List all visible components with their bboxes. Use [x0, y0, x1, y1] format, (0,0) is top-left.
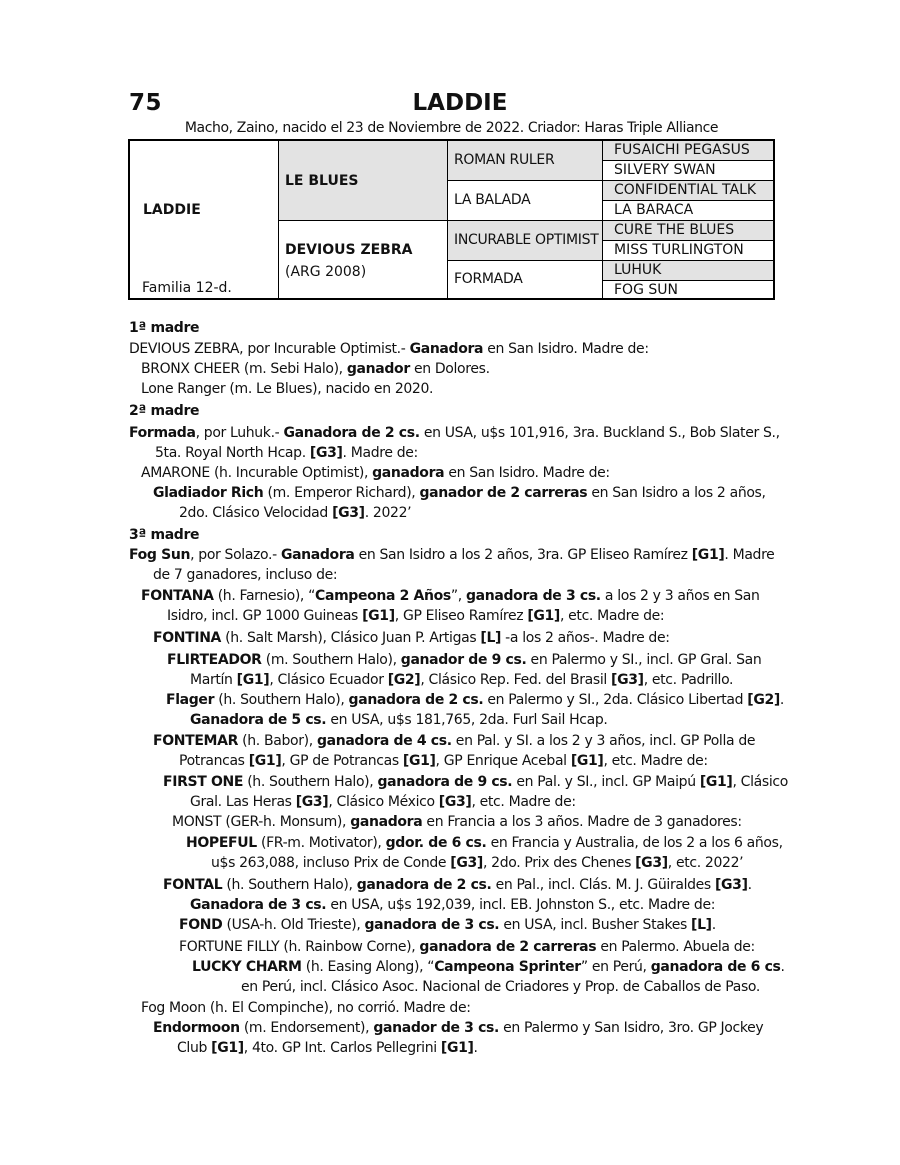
text-run: Lone Ranger (m. Le Blues), nacido en 2020. — [141, 381, 434, 397]
text-run: MONST (GER-h. Monsum), — [172, 814, 351, 830]
text-line — [141, 380, 433, 398]
text-run: FONTAL — [163, 877, 223, 893]
pedigree-ancestor: SILVERY SWAN — [614, 162, 716, 178]
text-run: a los 2 y 3 años en San — [600, 588, 760, 604]
text-line — [163, 773, 788, 791]
text-line — [179, 938, 755, 956]
text-run: ganadora — [372, 465, 445, 481]
text-line — [153, 732, 755, 750]
text-run: -a los 2 años-. Madre de: — [501, 630, 670, 646]
text-run: . — [780, 959, 785, 975]
text-run: LUCKY CHARM — [192, 959, 302, 975]
text-run: [G1] — [236, 672, 270, 688]
text-run: , por Solazo.- — [190, 547, 281, 563]
text-line — [166, 691, 784, 709]
text-run: en San Isidro a los 2 años, 3ra. GP Eliseo Ramírez — [354, 547, 692, 563]
text-line — [129, 526, 199, 544]
text-run: [G1] — [211, 1040, 244, 1056]
text-run: Flager — [166, 692, 215, 708]
text-line — [179, 752, 708, 770]
pedigree-sire-cell — [279, 141, 448, 221]
text-line — [177, 1039, 478, 1057]
text-run: FOND — [179, 917, 223, 933]
pedigree-ancestor-cell — [603, 261, 773, 281]
text-line — [172, 813, 742, 831]
text-run: en Palermo. Abuela de: — [596, 939, 755, 955]
text-run: ganador de 2 carreras — [419, 485, 588, 501]
text-run: [G3] — [714, 877, 748, 893]
pedigree-ancestor: FUSAICHI PEGASUS — [614, 142, 750, 158]
pedigree-ancestor-cell — [603, 221, 773, 241]
text-run: ” en Perú, — [580, 959, 651, 975]
text-run: [G2] — [747, 692, 780, 708]
text-run: ganadora de 3 cs. — [364, 917, 500, 933]
text-run: ganadora de 2 carreras — [419, 939, 597, 955]
text-run: . Madre — [724, 547, 775, 563]
text-line — [190, 793, 576, 811]
text-run: FLIRTEADOR — [167, 652, 262, 668]
text-run: . — [711, 917, 716, 933]
text-run: en Perú, incl. Clásico Asoc. Nacional de Criadores y Prop. de Caballos de Paso. — [241, 979, 761, 995]
text-run: (h. Easing Along), “ — [301, 959, 435, 975]
text-run: [G1] — [570, 753, 604, 769]
text-line — [129, 340, 649, 358]
text-run: [G1] — [248, 753, 282, 769]
text-line — [141, 999, 471, 1017]
text-run: [G3] — [332, 505, 365, 521]
text-line — [190, 711, 607, 729]
text-run: FORTUNE FILLY (h. Rainbow Corne), — [179, 939, 420, 955]
text-run: (USA-h. Old Trieste), — [222, 917, 365, 933]
text-run: (h. Southern Halo), — [222, 877, 357, 893]
text-run: gdor. de 6 cs. — [385, 835, 487, 851]
text-run: , Clásico Rep. Fed. del Brasil — [420, 672, 612, 688]
text-run: , GP Eliseo Ramírez — [394, 608, 528, 624]
text-run: ganador — [346, 361, 410, 377]
text-run: (h. Salt Marsh), Clásico Juan P. Artigas — [221, 630, 481, 646]
text-run: , etc. Madre de: — [603, 753, 708, 769]
text-run: ganadora — [350, 814, 423, 830]
text-run: [G3] — [635, 855, 668, 871]
text-line — [155, 444, 418, 462]
text-run: , etc. Padrillo. — [643, 672, 734, 688]
text-run: Fog Sun — [129, 547, 191, 563]
text-run: , 4to. GP Int. Carlos Pellegrini — [243, 1040, 441, 1056]
text-run: 1ª madre — [129, 320, 200, 336]
pedigree-grandparent-cell — [448, 181, 603, 221]
text-run: ganadora de 2 cs. — [348, 692, 484, 708]
text-run: en Pal. y SI., incl. GP Maipú — [512, 774, 700, 790]
text-run: ganadora de 3 cs. — [466, 588, 601, 604]
text-line — [141, 587, 760, 605]
text-run: [G1] — [402, 753, 436, 769]
text-run: [G1] — [699, 774, 733, 790]
text-run: 2do. Clásico Velocidad — [179, 505, 333, 521]
text-run: (h. Babor), — [238, 733, 317, 749]
text-run: ganadora de 2 cs. — [356, 877, 492, 893]
text-run: [L] — [480, 630, 502, 646]
text-run: (h. Southern Halo), — [243, 774, 378, 790]
text-run: , GP de Potrancas — [281, 753, 403, 769]
text-line — [190, 896, 715, 914]
text-run: en Pal. y SI. a los 2 y 3 años, incl. GP Polla de — [451, 733, 756, 749]
pedigree-grandparent: INCURABLE OPTIMIST — [454, 232, 599, 248]
text-run: ganador de 9 cs. — [400, 652, 527, 668]
text-run: Formada — [129, 425, 196, 441]
text-line — [163, 876, 752, 894]
text-run: DEVIOUS ZEBRA, por Incurable Optimist.- — [129, 341, 410, 357]
text-run: Martín — [190, 672, 237, 688]
text-run: ganadora de 4 cs. — [316, 733, 452, 749]
text-line — [153, 484, 766, 502]
pedigree-family: Familia 12-d. — [142, 280, 232, 296]
text-run: ganador de 3 cs. — [373, 1020, 500, 1036]
text-run: ganadora de 6 cs — [650, 959, 781, 975]
text-run: (m. Endorsement), — [239, 1020, 374, 1036]
text-run: , por Luhuk.- — [195, 425, 284, 441]
text-line — [129, 424, 780, 442]
text-run: [G1] — [440, 1040, 474, 1056]
text-run: , GP Enrique Acebal — [435, 753, 571, 769]
text-run: Campeona 2 Años — [315, 588, 451, 604]
pedigree-dam-year: (ARG 2008) — [285, 264, 367, 280]
pedigree-ancestor: CURE THE BLUES — [614, 222, 735, 238]
text-line — [153, 1019, 763, 1037]
text-line — [179, 504, 411, 522]
text-line — [211, 854, 743, 872]
pedigree-grandparent-cell — [448, 261, 603, 298]
text-line — [167, 651, 761, 669]
text-run: Isidro, incl. GP 1000 Guineas — [167, 608, 363, 624]
text-run: ”, — [450, 588, 467, 604]
pedigree-ancestor-cell — [603, 141, 773, 161]
text-run: en Dolores. — [409, 361, 490, 377]
pedigree-horse-cell — [130, 141, 279, 298]
text-run: [G1] — [691, 547, 725, 563]
text-run: Club — [177, 1040, 212, 1056]
text-run: u$s 263,088, incluso Prix de Conde — [211, 855, 451, 871]
text-run: , 2do. Prix des Chenes — [482, 855, 636, 871]
text-run: en Francia a los 3 años. Madre de 3 ganadores: — [422, 814, 742, 830]
text-run: [G3] — [438, 794, 472, 810]
text-run: Potrancas — [179, 753, 249, 769]
pedigree-ancestor-cell — [603, 181, 773, 201]
text-run: , Clásico — [732, 774, 788, 790]
text-line — [153, 629, 670, 647]
text-run: Ganadora — [280, 547, 355, 563]
pedigree-dam: DEVIOUS ZEBRA — [285, 242, 413, 258]
text-line — [129, 319, 199, 337]
text-line — [167, 607, 664, 625]
pedigree-grandparent: FORMADA — [454, 271, 523, 287]
pedigree-ancestor-cell — [603, 241, 773, 261]
text-run: 3ª madre — [129, 527, 200, 543]
pedigree-table — [128, 139, 775, 300]
text-line — [190, 671, 733, 689]
text-line — [153, 566, 337, 584]
text-run: en Palermo y SI., 2da. Clásico Libertad — [483, 692, 748, 708]
text-run: (h. Farnesio), “ — [213, 588, 316, 604]
pedigree-ancestor-cell — [603, 161, 773, 181]
pedigree-ancestor: FOG SUN — [614, 282, 678, 298]
text-line — [141, 464, 610, 482]
horse-title: LADDIE — [412, 90, 508, 116]
pedigree-sire: LE BLUES — [285, 173, 359, 189]
text-run: (h. Southern Halo), — [214, 692, 349, 708]
text-run: Gral. Las Heras — [190, 794, 296, 810]
text-run: en USA, u$s 192,039, incl. EB. Johnston S., etc. Madre de: — [326, 897, 716, 913]
text-line — [192, 958, 785, 976]
pedigree-ancestor: LA BARACA — [614, 202, 694, 218]
text-run: HOPEFUL — [186, 835, 257, 851]
text-run: 5ta. Royal North Hcap. — [155, 445, 310, 461]
text-run: [G3] — [295, 794, 329, 810]
text-run: [G3] — [309, 445, 343, 461]
lot-number: 75 — [129, 90, 163, 116]
text-run: en USA, u$s 101,916, 3ra. Buckland S., Bob Slater S., — [419, 425, 780, 441]
text-run: en San Isidro. Madre de: — [444, 465, 610, 481]
text-run: [G3] — [450, 855, 483, 871]
text-run: , etc. 2022’ — [667, 855, 744, 871]
text-line — [241, 978, 760, 996]
text-run: Ganadora de 2 cs. — [283, 425, 420, 441]
text-run: Endormoon — [153, 1020, 240, 1036]
text-line — [179, 916, 716, 934]
text-run: . Madre de: — [342, 445, 418, 461]
pedigree-ancestor: MISS TURLINGTON — [614, 242, 744, 258]
text-run: [G1] — [362, 608, 395, 624]
text-run: BRONX CHEER (m. Sebi Halo), — [141, 361, 347, 377]
text-run: [G3] — [611, 672, 644, 688]
text-run: Gladiador Rich — [153, 485, 264, 501]
text-run: [G2] — [387, 672, 421, 688]
text-run: . — [779, 692, 785, 708]
text-run: . — [473, 1040, 478, 1056]
pedigree-grandparent: ROMAN RULER — [454, 152, 555, 168]
text-run: FONTANA — [141, 588, 214, 604]
text-run: Fog Moon (h. El Compinche), no corrió. Madre de: — [141, 1000, 471, 1016]
pedigree-ancestor: CONFIDENTIAL TALK — [614, 182, 757, 198]
text-run: en San Isidro. Madre de: — [483, 341, 649, 357]
pedigree-ancestor-cell — [603, 201, 773, 221]
text-run: . — [747, 877, 752, 893]
text-line — [186, 834, 783, 852]
text-run: [L] — [691, 917, 712, 933]
text-line — [141, 360, 490, 378]
pedigree-grandparent-cell — [448, 141, 603, 181]
text-run: en USA, u$s 181,765, 2da. Furl Sail Hcap. — [326, 712, 608, 728]
text-run: , Clásico México — [328, 794, 439, 810]
text-line — [129, 546, 774, 564]
text-run: AMARONE (h. Incurable Optimist), — [141, 465, 373, 481]
text-run: (m. Southern Halo), — [261, 652, 401, 668]
text-run: en Francia y Australia, de los 2 a los 6 años, — [486, 835, 783, 851]
text-run: Ganadora de 3 cs. — [190, 897, 327, 913]
text-run: , etc. Madre de: — [471, 794, 576, 810]
pedigree-grandparent-cell — [448, 221, 603, 261]
pedigree-grandparent: LA BALADA — [454, 192, 531, 208]
text-run: FONTINA — [153, 630, 222, 646]
text-run: FIRST ONE — [163, 774, 244, 790]
pedigree-dam-cell — [279, 221, 448, 298]
pedigree-horse-name: LADDIE — [143, 202, 201, 218]
text-run: en USA, incl. Busher Stakes — [499, 917, 692, 933]
text-run: en San Isidro a los 2 años, — [587, 485, 766, 501]
text-run: en Pal., incl. Clás. M. J. Güiraldes — [491, 877, 715, 893]
pedigree-ancestor-cell — [603, 281, 773, 298]
text-run: Ganadora — [409, 341, 484, 357]
text-run: [G1] — [527, 608, 560, 624]
text-run: , etc. Madre de: — [559, 608, 665, 624]
text-run: . 2022’ — [364, 505, 412, 521]
text-run: FONTEMAR — [153, 733, 239, 749]
text-line — [129, 402, 199, 420]
text-run: ganadora de 9 cs. — [377, 774, 513, 790]
text-run: (m. Emperor Richard), — [263, 485, 420, 501]
text-run: en Palermo y San Isidro, 3ro. GP Jockey — [499, 1020, 764, 1036]
text-run: en Palermo y SI., incl. GP Gral. San — [526, 652, 762, 668]
text-run: de 7 ganadores, incluso de: — [153, 567, 338, 583]
horse-subtitle: Macho, Zaino, nacido el 23 de Noviembre de 2022. Criador: Haras Triple Alliance — [184, 120, 719, 136]
text-run: Campeona Sprinter — [434, 959, 581, 975]
text-run: , Clásico Ecuador — [269, 672, 388, 688]
text-run: Ganadora de 5 cs. — [190, 712, 327, 728]
pedigree-ancestor: LUHUK — [614, 262, 662, 278]
text-run: 2ª madre — [129, 403, 200, 419]
text-run: (FR-m. Motivator), — [256, 835, 386, 851]
